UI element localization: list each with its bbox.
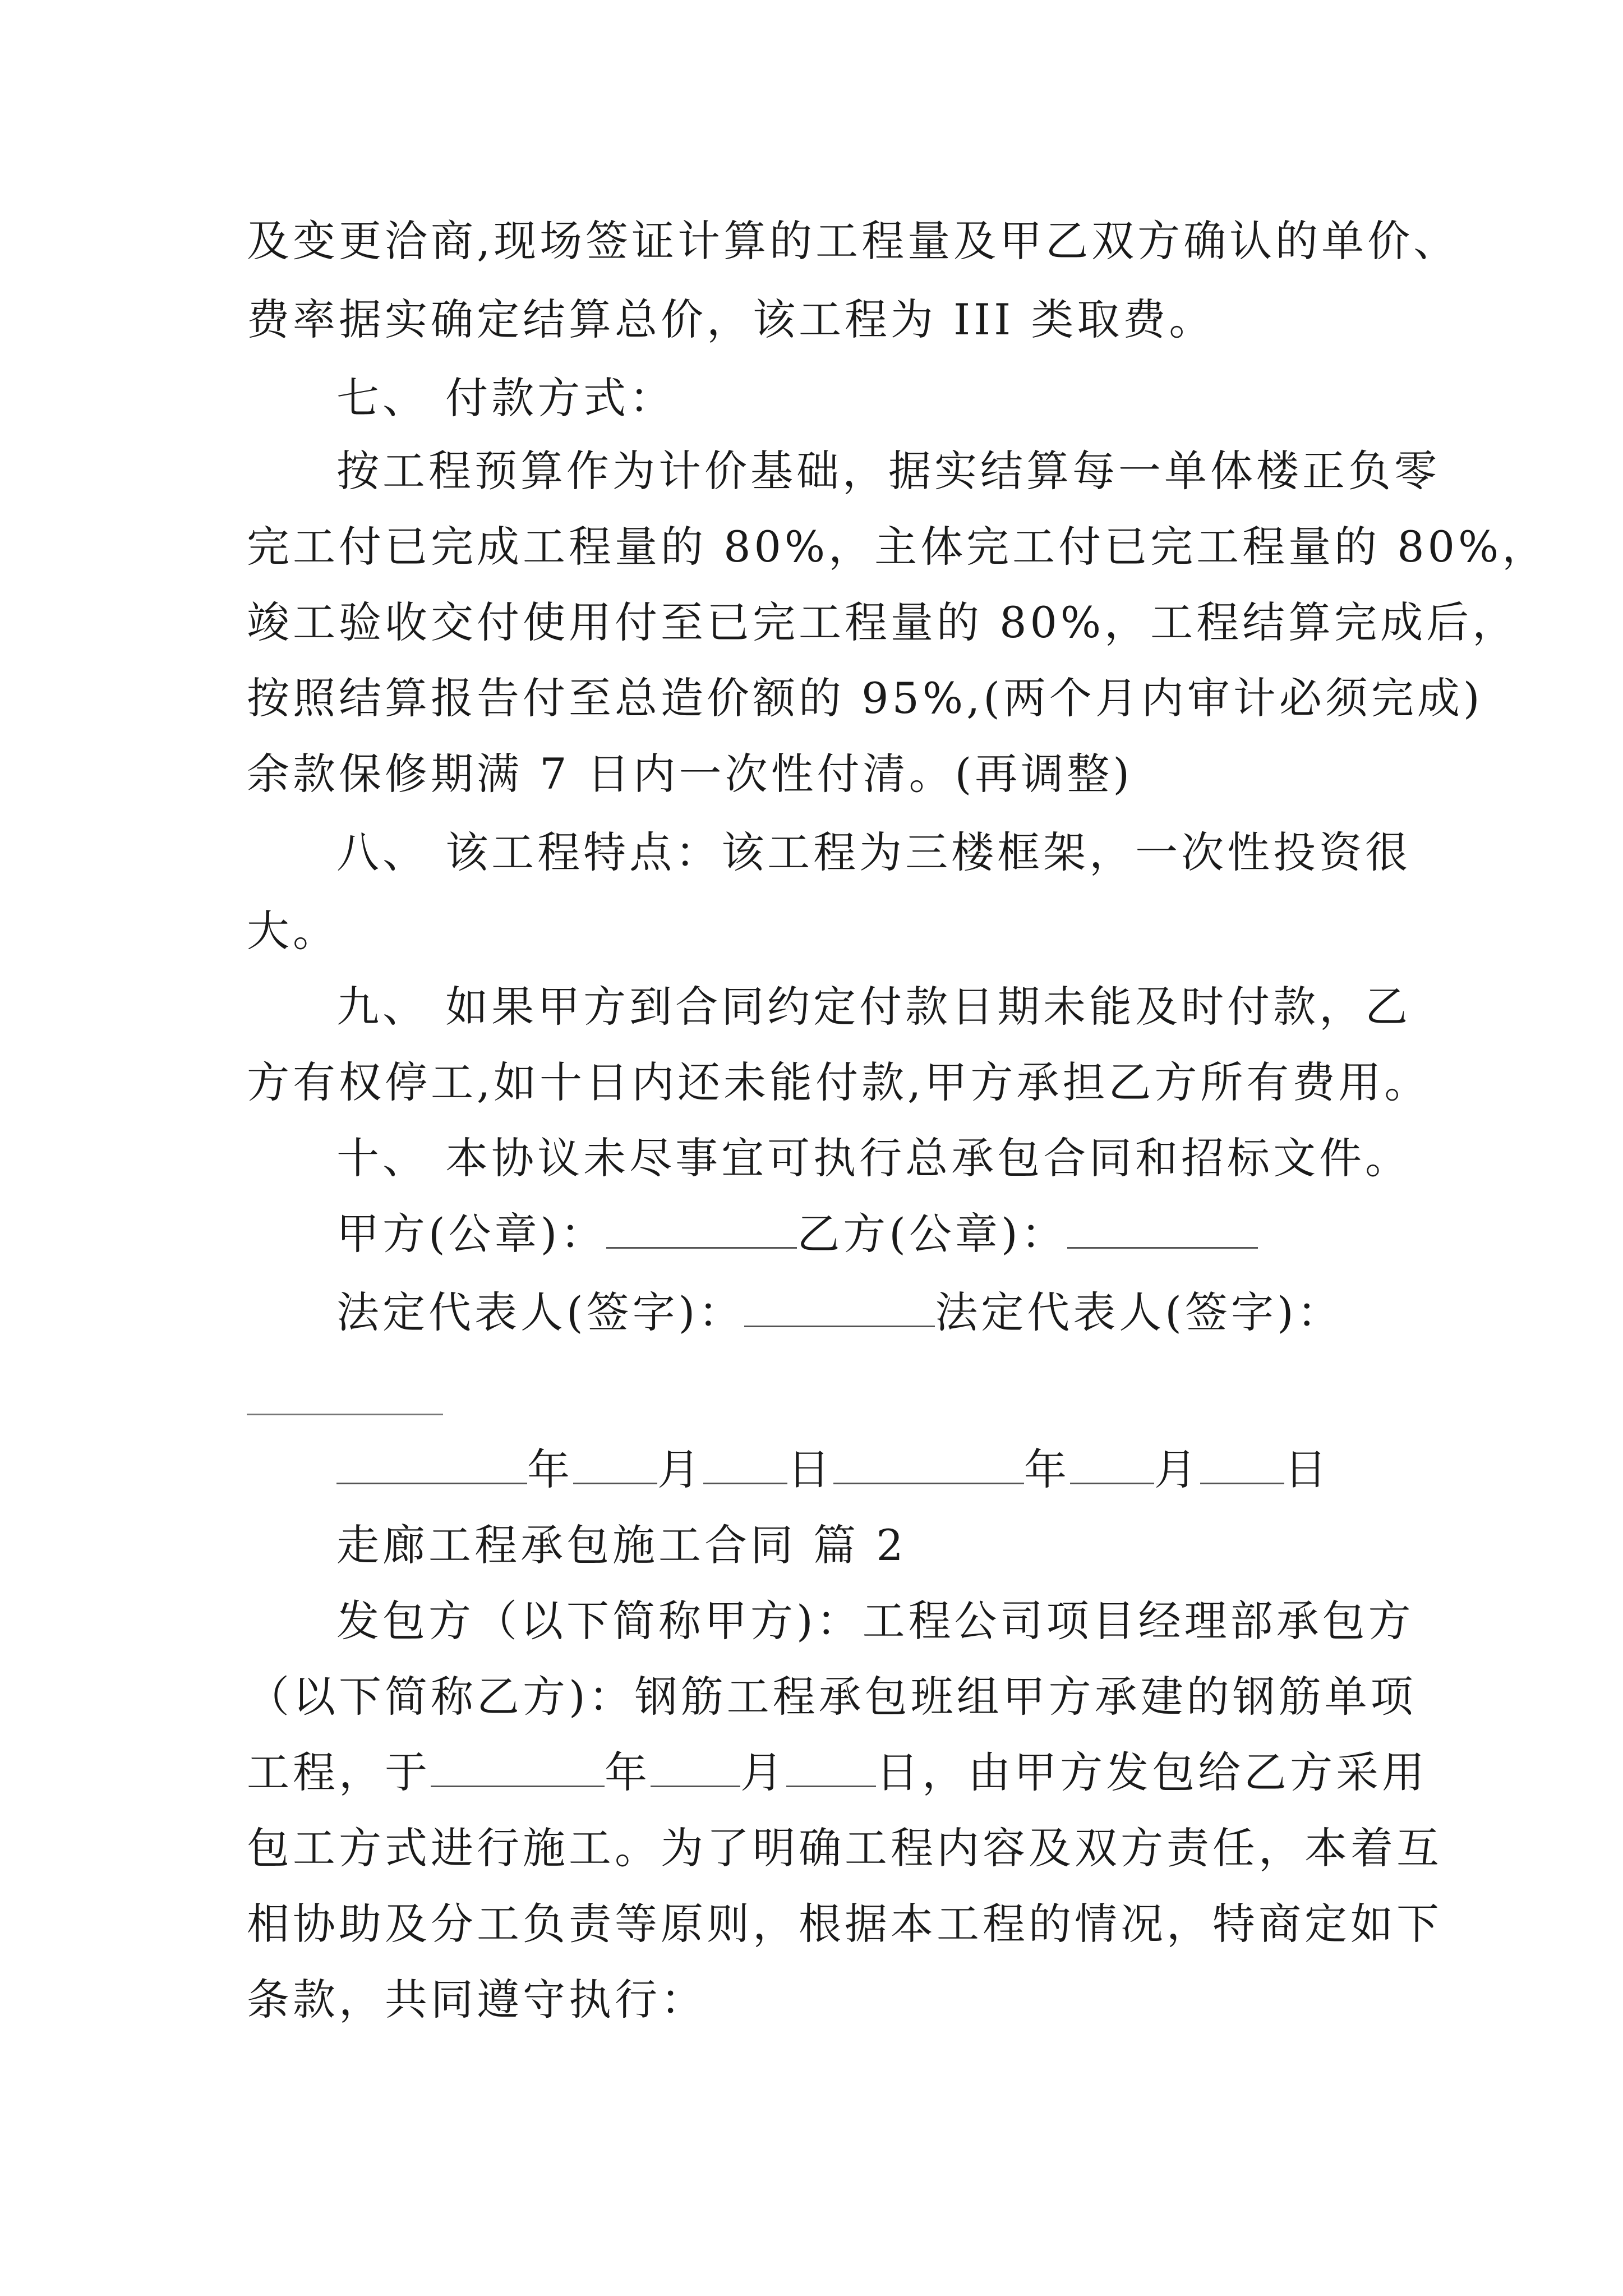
year-label: 年 [605,1747,651,1797]
day-label: 日 [787,1444,833,1494]
text-segment: 日，由甲方发包给乙方采用 [876,1747,1428,1797]
party-b-seal-label: 乙方(公章)： [797,1209,1067,1259]
clause-heading-8: 八、 该工程特点：该工程为三楼框架，一次性投资很 [336,827,1412,877]
year-blank [431,1746,605,1787]
seal-line [336,1206,1258,1262]
representative-line [336,1285,1343,1341]
month-label: 月 [657,1444,703,1494]
year-blank-a [336,1443,527,1484]
text-line-with-blanks [247,1745,1428,1801]
party-a-seal-label: 甲方(公章)： [336,1209,607,1259]
text-line: 方有权停工,如十日内还未能付款,甲方承担乙方所有费用。 [247,1057,1431,1107]
text-line: 余款保修期满 7 日内一次性付清。(再调整) [247,749,1133,799]
year-blank-b [833,1443,1024,1484]
year-label: 年 [527,1444,573,1494]
day-blank-b [1200,1443,1284,1484]
month-blank-b [1070,1443,1154,1484]
text-line: 条款，共同遵守执行： [247,1975,707,2024]
clause-heading-7: 七、 付款方式： [336,373,676,423]
day-label: 日 [1284,1444,1330,1494]
party-b-seal-blank [1067,1208,1258,1249]
day-blank [786,1746,876,1787]
month-blank [651,1746,740,1787]
text-line: 发包方（以下简称甲方)：工程公司项目经理部承包方 [336,1596,1414,1646]
party-a-rep-blank [744,1286,935,1327]
text-line: 按照结算报告付至总造价额的 95%,(两个月内审计必须完成) [247,673,1483,723]
party-a-seal-blank [606,1208,797,1249]
text-line: 费率据实确定结算总价，该工程为 III 类取费。 [247,295,1215,344]
text-line: 包工方式进行施工。为了明确工程内容及双方责任，本着互 [247,1823,1442,1873]
section-title: 走廊工程承包施工合同 篇 2 [336,1520,907,1570]
month-blank-a [573,1443,657,1484]
text-line: 大。 [247,906,339,956]
text-line: 完工付已完成工程量的 80%，主体完工付已完工程量的 80%， [247,522,1548,572]
party-b-rep-blank [247,1414,443,1415]
text-line: （以下简称乙方)：钢筋工程承包班组甲方承建的钢筋单项 [247,1672,1417,1722]
party-a-rep-label: 法定代表人(签字)： [336,1287,745,1337]
month-label: 月 [1154,1444,1200,1494]
clause-heading-9: 九、 如果甲方到合同约定付款日期未能及时付款，乙 [336,982,1412,1032]
month-label: 月 [740,1747,786,1797]
day-blank-a [703,1443,787,1484]
text-line: 竣工验收交付使用付至已完工程量的 80%，工程结算完成后， [247,597,1519,647]
date-line [336,1442,1330,1498]
text-line: 按工程预算作为计价基础，据实结算每一单体楼正负零 [336,446,1440,496]
text-line: 相协助及分工负责等原则，根据本工程的情况，特商定如下 [247,1899,1442,1949]
text-line: 及变更洽商,现场签证计算的工程量及甲乙双方确认的单价、 [247,216,1460,266]
party-b-rep-label: 法定代表人(签字)： [935,1287,1343,1337]
clause-heading-10: 十、 本协议未尽事宜可执行总承包合同和招标文件。 [336,1133,1412,1183]
text-segment: 工程，于 [247,1747,431,1797]
year-label: 年 [1024,1444,1070,1494]
